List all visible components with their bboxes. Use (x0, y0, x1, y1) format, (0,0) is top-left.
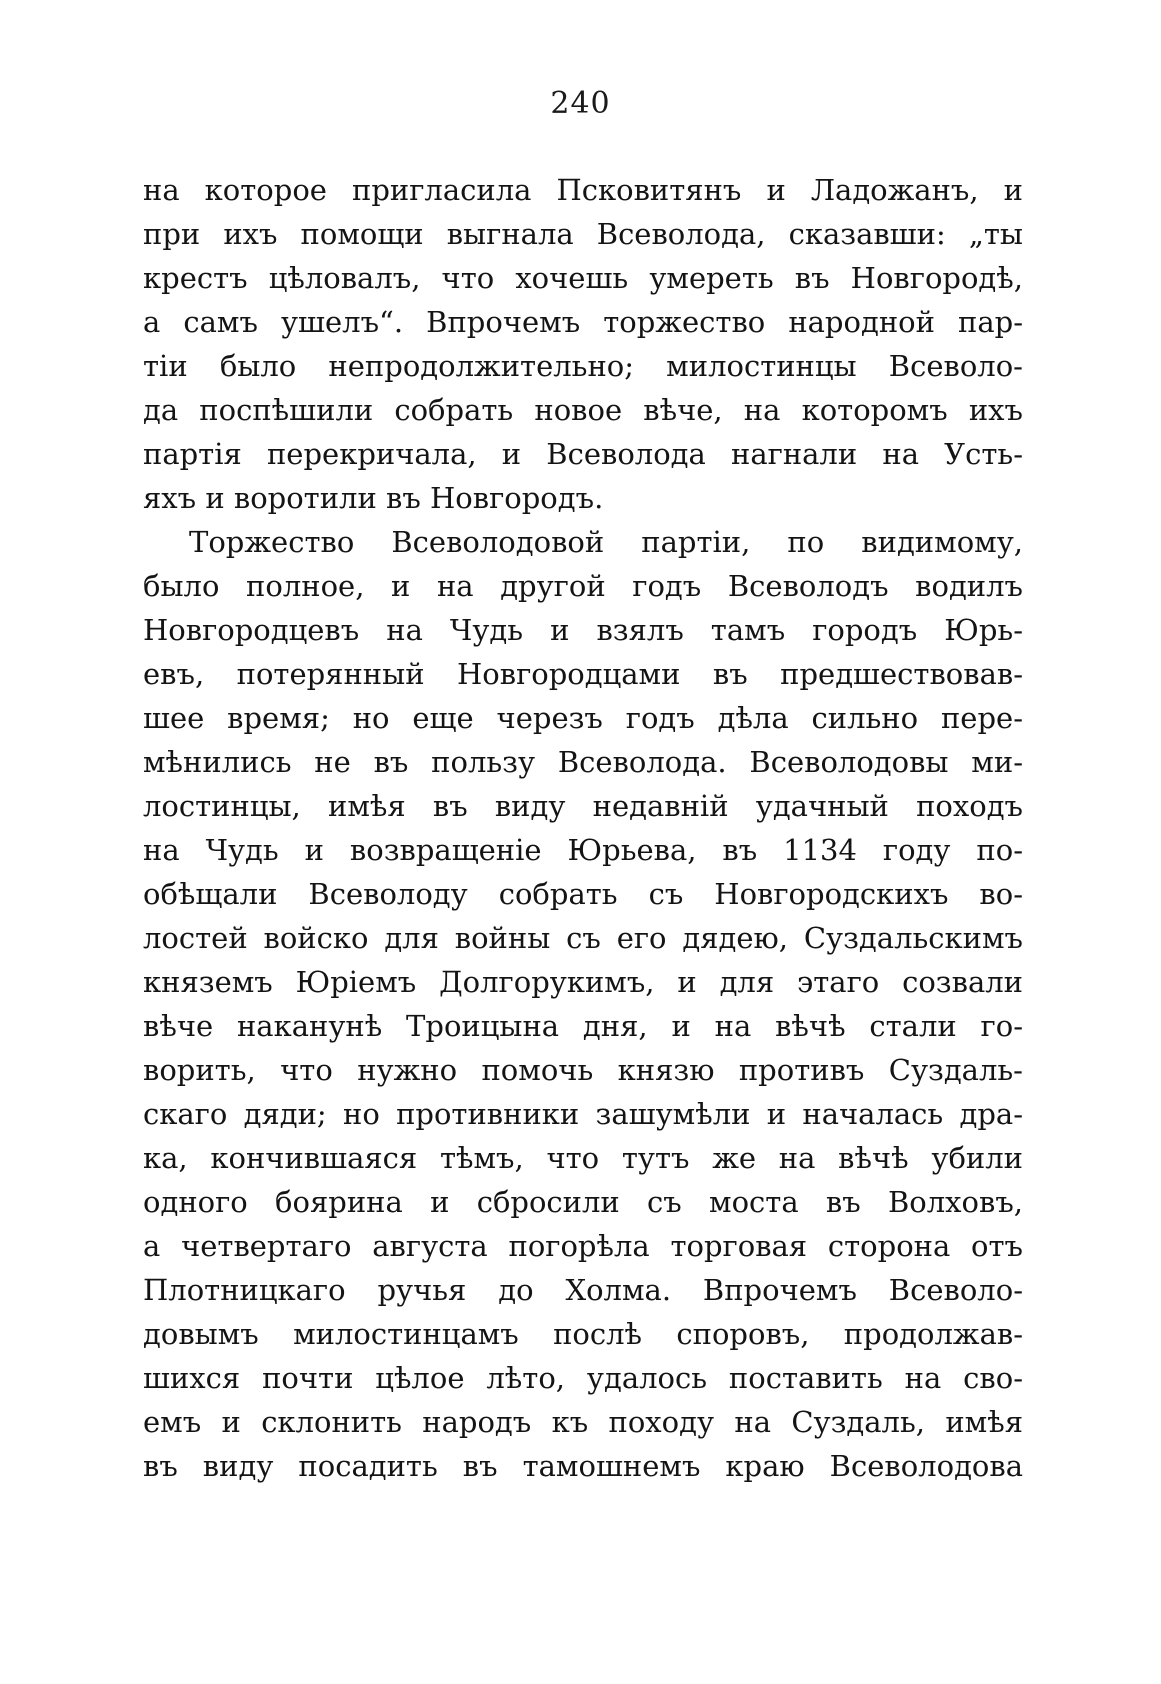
text-line: а четвертаго августа погорѣла торговая сторона отъ (143, 1229, 1023, 1263)
text-line: при ихъ помощи выгнала Всеволода, сказавши: „ты (143, 217, 1023, 251)
text-line: обѣщали Всеволоду собрать съ Новгородскихъ во- (143, 877, 1023, 911)
text-line: емъ и склонить народъ къ походу на Суздаль, имѣя (143, 1405, 1023, 1439)
text-line: шихся почти цѣлое лѣто, удалось поставить на сво- (143, 1361, 1023, 1395)
text-line: а самъ ушелъ“. Впрочемъ торжество народной пар- (143, 305, 1023, 339)
text-line: Торжество Всеволодовой партіи, по видимому, (189, 525, 1023, 559)
text-line: Новгородцевъ на Чудь и взялъ тамъ городъ Юрь- (143, 613, 1023, 647)
text-line: въ виду посадить въ тамошнемъ краю Всеволодова (143, 1449, 1023, 1483)
text-line: лостинцы, имѣя въ виду недавній удачный походъ (143, 789, 1023, 823)
text-line: ворить, что нужно помочь князю противъ Суздаль- (143, 1053, 1023, 1087)
text-line: на которое пригласила Псковитянъ и Ладожанъ, и (143, 173, 1023, 207)
page-number: 240 (550, 86, 611, 121)
text-line: тіи было непродолжительно; милостинцы Всеволо- (143, 349, 1023, 383)
text-line: партія перекричала, и Всеволода нагнали на Усть- (143, 437, 1023, 471)
text-line: яхъ и воротили въ Новгородъ. (143, 481, 604, 515)
text-line: было полное, и на другой годъ Всеволодъ водилъ (143, 569, 1023, 603)
text-line: вѣче наканунѣ Троицына дня, и на вѣчѣ стали го- (143, 1009, 1023, 1043)
text-line: довымъ милостинцамъ послѣ споровъ, продолжав- (143, 1317, 1023, 1351)
text-line: ка, кончившаяся тѣмъ, что тутъ же на вѣчѣ убили (143, 1141, 1023, 1175)
text-line: да поспѣшили собрать новое вѣче, на которомъ ихъ (143, 393, 1023, 427)
text-line: Плотницкаго ручья до Холма. Впрочемъ Всеволо- (143, 1273, 1023, 1307)
text-line: лостей войско для войны съ его дядею, Суздальскимъ (143, 921, 1023, 955)
text-line: княземъ Юріемъ Долгорукимъ, и для этаго созвали (143, 965, 1023, 999)
text-line: на Чудь и возвращеніе Юрьева, въ 1134 году по- (143, 833, 1023, 867)
text-line: одного боярина и сбросили съ моста въ Волховъ, (143, 1185, 1023, 1219)
text-line: мѣнились не въ пользу Всеволода. Всеволодовы ми- (143, 745, 1023, 779)
body-text (143, 168, 1023, 1488)
text-line: скаго дяди; но противники зашумѣли и началась дра- (143, 1097, 1023, 1131)
text-line: шее время; но еще черезъ годъ дѣла сильно пере- (143, 701, 1023, 735)
text-line: крестъ цѣловалъ, что хочешь умереть въ Новгородѣ, (143, 261, 1023, 295)
text-line: евъ, потерянный Новгородцами въ предшествовав- (143, 657, 1023, 691)
